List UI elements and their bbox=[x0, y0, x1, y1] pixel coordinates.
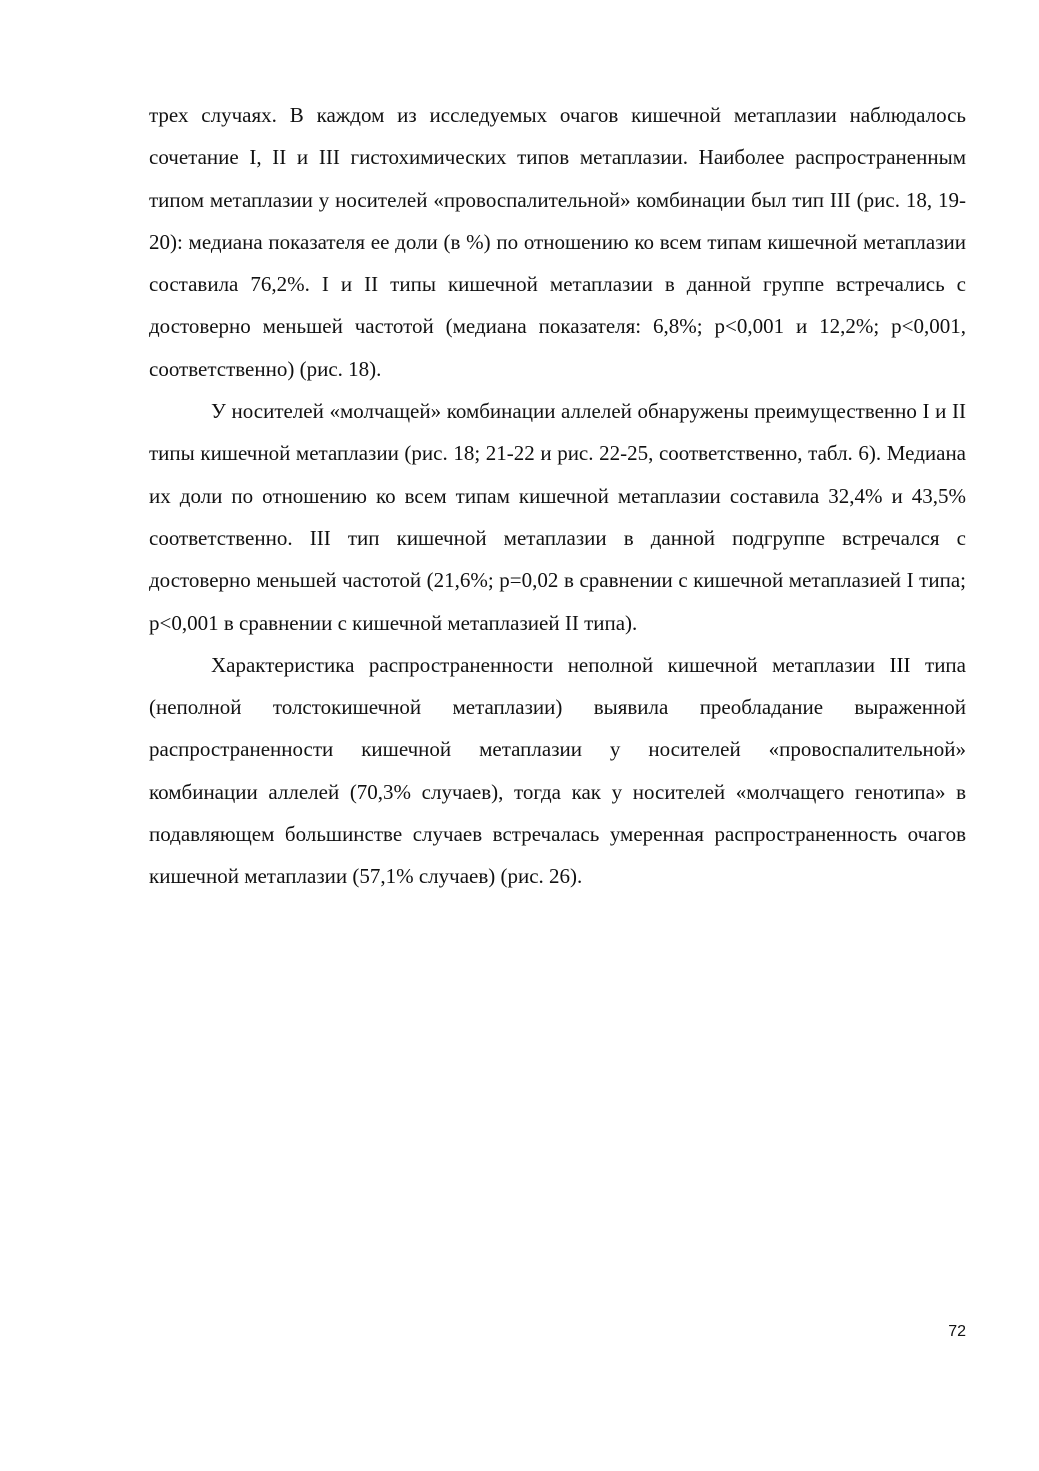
paragraph-type-iii-prevalence: Характеристика распространенности неполной кишечной метаплазии III типа (неполной толстокишечной метаплазии) выявила преобладание выраженной распространенности кишечной метаплазии у носителей «провоспалительной» комбинации аллелей (70,3% случаев), тогда как у носителей «молчащего генотипа» в подавляющем большинстве случаев встречалась умеренная распространенность очагов кишечной метаплазии (57,1% случаев) (рис. 26). bbox=[149, 652, 966, 889]
paragraph-continuation: трех случаях. В каждом из исследуемых очагов кишечной метаплазии наблюдалось сочетание I, II и III гистохимических типов метаплазии. Наиболее распространенным типом метаплазии у носителей «провоспалительной» комбинации был тип III (рис. 18, 19-20): медиана показателя ее доли (в %) по отношению ко всем типам кишечной метаплазии составила 76,2%. I и II типы кишечной метаплазии в данной группе встречались с достоверно меньшей частотой (медиана показателя: 6,8%; p<0,001 и 12,2%; p<0,001, соответственно) (рис. 18). bbox=[149, 103, 966, 381]
body-text bbox=[149, 94, 966, 898]
page-number: 72 bbox=[948, 1323, 966, 1340]
paragraph-silent-combination: У носителей «молчащей» комбинации аллелей обнаружены преимущественно I и II типы кишечной метаплазии (рис. 18; 21-22 и рис. 22-25, соответственно, табл. 6). Медиана их доли по отношению ко всем типам кишечной метаплазии составила 32,4% и 43,5% соответственно. III тип кишечной метаплазии в данной подгруппе встречался с достоверно меньшей частотой (21,6%; p=0,02 в сравнении с кишечной метаплазией I типа; p<0,001 в сравнении с кишечной метаплазией II типа). bbox=[149, 399, 966, 635]
